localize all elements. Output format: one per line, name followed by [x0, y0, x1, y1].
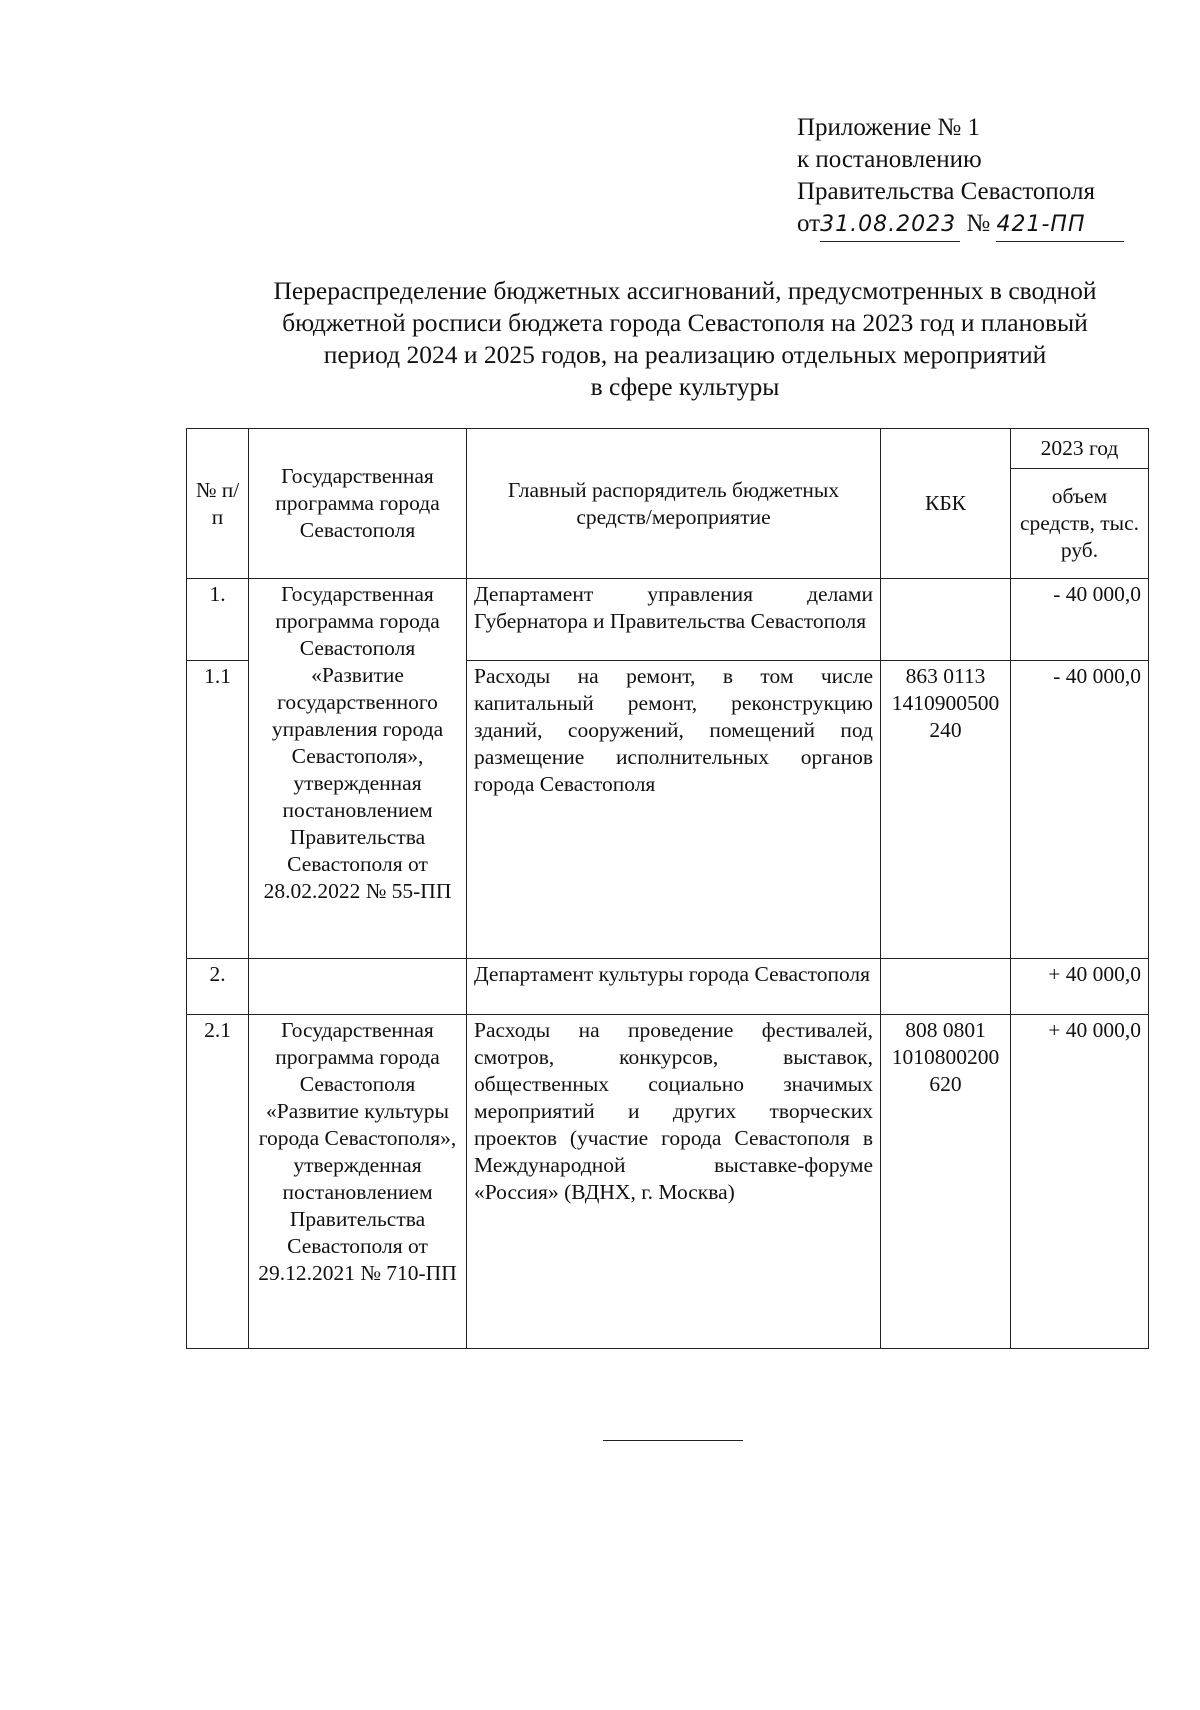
- row-num: 2.: [187, 959, 249, 1015]
- header-num: № п/п: [187, 429, 249, 579]
- date-prefix: от: [797, 210, 821, 237]
- number-prefix: №: [966, 210, 991, 237]
- closing-divider: [603, 1440, 743, 1441]
- header-program: Государственная программа города Севастополя: [249, 429, 467, 579]
- row-activity: Департамент управления делами Губернатора и Правительства Севастополя: [467, 579, 881, 661]
- appendix-line-2: к постановлению: [797, 146, 982, 173]
- row-num: 2.1: [187, 1015, 249, 1349]
- row-kbk: 808 0801 1010800200 620: [881, 1015, 1011, 1349]
- row-amount: + 40 000,0: [1011, 1015, 1149, 1349]
- row-activity: Расходы на проведение фестивалей, смотров, конкурсов, выставок, общественных социально значимых мероприятий и других творческих проектов (участие города Севастополя в Международной выставке-форуме «Россия» (ВДНХ, г. Москва): [467, 1015, 881, 1349]
- row-amount: - 40 000,0: [1011, 579, 1149, 661]
- title-line-2: бюджетной росписи бюджета города Севастополя на 2023 год и плановый: [282, 308, 1088, 337]
- row-program: Государственная программа города Севастополя «Развитие государственного управления города Севастополя», утвержденная постановлением Правительства Севастополя от 28.02.2022 № 55-ПП: [249, 579, 467, 959]
- row-amount: + 40 000,0: [1011, 959, 1149, 1015]
- table-row: [187, 959, 1149, 1015]
- title-line-3: период 2024 и 2025 годов, на реализацию отдельных мероприятий: [323, 340, 1047, 369]
- row-program: Государственная программа города Севастополя «Развитие культуры города Севастополя», утвержденная постановлением Правительства Севастополя от 29.12.2021 № 710-ПП: [249, 1015, 467, 1349]
- header-year: 2023 год: [1011, 429, 1149, 469]
- handwritten-number: 421-ПП: [996, 209, 1124, 242]
- table-row: [187, 1015, 1149, 1349]
- row-amount: - 40 000,0: [1011, 661, 1149, 959]
- header-amount: объем средств, тыс. руб.: [1011, 469, 1149, 579]
- header-kbk: КБК: [881, 429, 1011, 579]
- title-line-4: в сфере культуры: [590, 372, 780, 401]
- appendix-line-1: Приложение № 1: [797, 114, 981, 141]
- appendix-date-line: [797, 208, 1124, 242]
- row-num: 1.: [187, 579, 249, 661]
- row-num: 1.1: [187, 661, 249, 959]
- handwritten-date: 31.08.2023: [820, 209, 960, 242]
- header-activity: Главный распорядитель бюджетных средств/мероприятие: [467, 429, 881, 579]
- title-line-1: Перераспределение бюджетных ассигнований, предусмотренных в сводной: [273, 276, 1097, 305]
- row-kbk: 863 0113 1410900500 240: [881, 661, 1011, 959]
- appendix-line-3: Правительства Севастополя: [797, 178, 1095, 205]
- row-activity: Расходы на ремонт, в том числе капитальный ремонт, реконструкцию зданий, сооружений, помещений под размещение исполнительных органов города Севастополя: [467, 661, 881, 959]
- row-program: [249, 959, 467, 1015]
- row-kbk: [881, 579, 1011, 661]
- document-title: [190, 275, 1180, 403]
- row-kbk: [881, 959, 1011, 1015]
- table-row: [187, 579, 1149, 661]
- appendix-block: [797, 112, 1124, 242]
- budget-table: [186, 428, 1149, 1349]
- row-activity: Департамент культуры города Севастополя: [467, 959, 881, 1015]
